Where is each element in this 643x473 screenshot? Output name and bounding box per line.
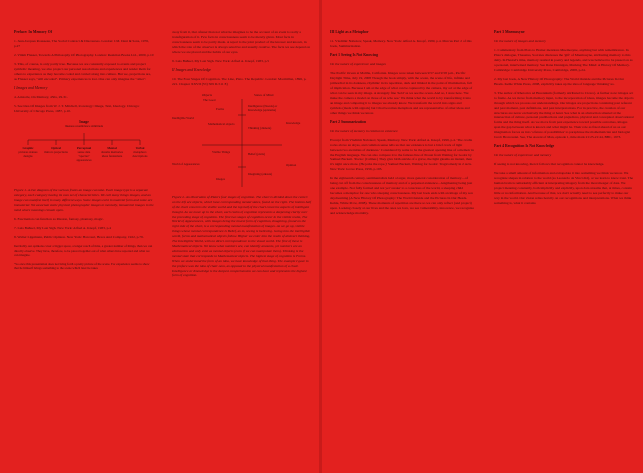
tree-leaf-title: Mental (107, 146, 117, 151)
line-left-label: Images (216, 176, 225, 181)
right-page (322, 0, 643, 473)
part-1-paragraph: The Pacific Ocean at Malibu, California. Images were taken between 9:57 and 9:58 p.m., Pacific Daylight Time, July 19, 2008 Though the book simply, with the ocean, the scene of life, infinite and primordial in its darkness, rhythmic in its repetition, dark and limited in the point of illumination, full of implication. Because I am at the edge of what can be captured by the camera, my act at the edge of what can be seen in my image. A strangely fine 'hold' as we see the ocean. And so, I stare here. 'We make the camera a model on those of us who see.' We think what the world is by transforming it into an image and comparing it to images we already know. We transform the world into signs and symbols (made with signals) but I that becomes metaphors and are representative of other ideas and other things we think we know. (330, 71, 473, 115)
tree-leaf-title: Verbal (135, 146, 145, 151)
tree-leaf-sub: metaphors descriptions (132, 149, 148, 158)
tree-leaf-title: Graphic (22, 146, 34, 151)
plato-line-svg (172, 91, 312, 191)
note-4: 4. Aristotle, On Memory, 450a, 29-31. (14, 95, 68, 100)
part-1-heading: Part 1 Seeing Is Not Knowing (330, 53, 378, 58)
tree-leaf-title: Perceptual (76, 146, 92, 151)
note-6: 6. Fascination can function as illusion, fantasy, phantasy, magic. (14, 216, 104, 221)
tree-leaf-mental (100, 147, 124, 158)
part-3-paragraph: 2. My last book, A New History Of Photography: The World Outside and the Pictures In Our Heads. Kehle White Press, 2008, explicitly takes up the idea of language 'thinking' us. (494, 76, 624, 86)
tree-root-sub: likeness resemblance similitude (64, 124, 104, 129)
note-10: 10. The Four Stages Of Cognition. The Line, Plato. The Republic. London: Macmillan, 1896, p. 221. Chapter XXVII (VI) 509 D-511 E) (172, 76, 307, 86)
plato-line-diagram (172, 91, 312, 191)
note-7: 7. Luis Buñuel, My Last Sigh. New York: Alfred A. Knopf, 1983, p.4 (14, 226, 112, 230)
figure-2-caption: Figure 2. An illustration of Plato's four stages of cognition. The chart is divided down the center: on the left are objects, which have corresponding mental states, found on the right. The bottom half of the chart concerns the visible world and the top half of the chart concerns aspects of intelligent thought. As we move up in the chart, each realm of cognition represents a deepening clarity over the preceding stage of cognition. The first two stages of cognition occur in the visible realm, The World of Appearances, with images being the lowest form of cognition, Imagining, found on the right side of the chart, is a corresponding mental manifestation of images. As we go up, visible things whose mental correspondence is Belief, as in, seeing is believing. Going into the intelligible world, forms and mathematical objects follow. Higher we enter into the realm of abstract thinking, The Intelligible World, with no direct correspondence to the visual world. The first of these is Mathematical objects. We know what numbers are, can identify amounts, yet numbers are an abstraction and only exist as mental objects (even if we can manipulate them). Thinking is the mental state that corresponds to Mathematical objects. The highest stage of cognition is Forms. When we understand the form of an idea, we have knowledge of that thing. The example I gave in the preface was the idea of chair-ness, as opposed to the physical manifestation of a chair. Intelligence or Knowledge is the deepest comprehension we can have and represents the highest form of cognition. (172, 194, 312, 278)
note-11: 11. Vladimir Nabokov, Speak, Memory. New York: Alfred A. Knopf, 1999, p.4. Marcus Part 2 of this book, Summarization. (330, 39, 472, 48)
line-right-label: Intelligence (Noesis) or Knowledge (episteme) (248, 103, 278, 112)
part-3-paragraph: 1. Commentary from Plato to Homer mentions Mnemosyne, anything but with remembrance. In Plato's dialogue, Theaetus, Socrates discusses the 'gift' of Mnemosyne, attributing memory to this deity. In Hesiod's time, memory resided in poetry and legends, and was believed to be passed on as a personal, intertwined memory. See Rane Dannigan, Marking The Mind: A History Of Memory. Cambridge: Cambridge University Press, Cambridge, 2008, p.24. (494, 48, 633, 72)
line-right-top: States of Mind (254, 92, 274, 97)
line-right-label: Imagining (eikasia) (248, 171, 273, 176)
left-column-2 (172, 30, 312, 283)
column-2-top-text: away from it, that oftener than not what he imagines to be the account of an event is really a transfiguration of it. Few facts in consciousness seem to be merely given. Most facts in consciousness seem to be partly made. A report is the joint product of the knower and known, in which the role of the observer is always selective and usually creative. The facts we see depend on where we are placed and the habits of our eyes. (172, 30, 310, 54)
line-left-top: Objects (202, 92, 213, 97)
note-8: 8. Walter Lippmann, Public Opinion. New York: Harcourt, Brace And Company, 1922, p.79. (14, 235, 144, 240)
line-right-side-label: Opinion (286, 162, 297, 167)
tree-leaf-sub: dreams memories ideas fantasmata (101, 149, 123, 158)
tree-leaf-sub: mirrors projections (44, 149, 68, 154)
image-tree-diagram (14, 118, 154, 184)
line-left-label: Visible Things (212, 149, 231, 154)
tree-leaf-sub: pictures statues designs (18, 149, 38, 158)
tree-leaf-verbal (128, 147, 152, 158)
part-4-paragraph: We take a small amount of information and extrapolate it into something we think we know. We recognize shapes in relation to the world (as Leonardo da Vinci did), or we learn to know trust. The human brain is remarkably efficient at interpreting imagery from the most meager of data. We project meaning constantly, both implicitly and explicitly, upon data streams that, at times, contain little or no information. And because of that, we don't actually need to see perfectly to make our way in the world. Our vision relies heavily on our recognitions and interpretations. What we think something is, what it contains (494, 171, 634, 205)
line-right-label: Thinking (dianoia) (248, 125, 272, 130)
tree-leaf-graphic (16, 147, 40, 158)
line-right-label: Belief (pistis) (248, 151, 265, 156)
tree-leaf-title: Optical (51, 146, 61, 151)
right-column-1 (330, 30, 474, 220)
tree-root-label: Image (79, 120, 89, 125)
part-2-paragraph: Excerpt from Vladimir Nabokov, Speak, Memory. New York: Alfred A. Knopf, 1999, p.4. 'The cradle rocks above an abyss, and common sense tells us that our existence is but a brief crack of light between two eternities of darkness.' Considered by some to be the greatest opening line of a memoir in the English language. We can also compare it to the famous line of Proust from Waiting for Godot by Samuel Beckett. 'Pozzo: (Calmer.) They give birth astride of a grave, the light gleams an instant, then it's night once more. (He jerks the rope.)' Samuel Beckett, Waiting for Godot: Tragicomedy in 2 Acts. New York: Grove Press, 1956, p.103. (330, 137, 474, 172)
part-2-heading: Part 2 Summarization (330, 119, 367, 124)
part-2-subheading: On the nature of memory in relation to existence (330, 128, 398, 133)
lippmann-quote-2: "So once this presentation does not bring forth a pretty picture of the scene. For experience seems to show that he himself brings something to the scene which later he takes (14, 261, 150, 270)
note-1: 1. Jean-Jacques Rousseau, The Social Contract & Discourses. London: J.M. Dent & Sons, 1976, p.27 (14, 39, 149, 48)
tree-leaf-optical (44, 147, 68, 155)
line-left-top-sub: The Good (203, 97, 216, 102)
note-3: 3. This, of course, is only partly true. Because we are constantly exposed to events and project symbolic meaning, we also project our personal associations and experiences and render them for others to experience as they become coded and carried along into culture. But we, projections are, as Flusser says, "still encoded". Primary experiences is lost. One can only imagine the "other". (14, 62, 152, 81)
lippmann-quote-1: Inevitably our opinions cover a bigger space, a longer reach of time, a greater number of things, than we can directly observe. They have, therefore, to be pieced together out of what others have reported and what we can imagine. (14, 244, 153, 257)
note-5: 5. See Idea Of Images from W. J. T. Mitchell, Iconology: Image, Text, Ideology. Chicago: University of Chicago Press, 1987, p.10. (14, 104, 140, 114)
section-heading-light: III Light as a Metaphor (330, 30, 369, 34)
part-4-paragraph: If seeing is not knowing, then it follows that recognition cannot be knowledge. (494, 162, 605, 167)
tree-leaf-sub: sense data "species" appearances (76, 149, 92, 162)
note-2: 2. Vilém Flusser, Towards A Philosophy Of Photography. London: Reaktion Books Ltd., 2000, p.10 (14, 53, 154, 58)
line-left-label: Mathematical objects (208, 121, 235, 126)
part-4-heading: Part 4 Recognition Is Not Knowledge (494, 144, 555, 149)
right-column-2 (494, 30, 634, 210)
part-3-subheading: On the nature of images and memory (494, 39, 546, 44)
section-heading-images-memory: I Images and Memory (14, 86, 48, 90)
part-4-subheading: On the nature of experience and memory (494, 153, 552, 158)
part-3-heading: Part 3 Mnemosyne (494, 30, 525, 34)
figure-1-caption: Figure 1. A tree diagram of the various fronts an image can take. Each image type is a separate category, each category having its own set of characteristics. We call many things images, and an image can manifest itself in many different ways. Some images exist in material form and some are immaterial. We associate static physical photographic images to mentally, immaterial images in the mind where meanings remain open. (14, 188, 154, 212)
line-right-side-label: Knowledge (286, 120, 301, 125)
tree-leaf-perceptual (72, 147, 96, 162)
line-left-side-label: Intelligible World (172, 115, 194, 120)
part-2-paragraph: In the eighteenth century, sentimentalists held a larger, more general consideration of memory—of being cut off from the consciousness of memory and of a perpetual existence—lengthening being just one example. Not fully formed and not yet 'awake' to a conscious of the world, a sleeping child becomes a metaphor for one who sleeping consciousness. My last book ends with an image of my son daydreaming (A New History Of Photography: The World Outside and the Pictures In Our Heads. Kehle, White Prow, 2008). These moments of repetition are there so we can only reflect (and project) upon. Looking closely at our lives and the ones we love, we see vulnerability, innocence, we recognize and acknowledge mortality. (330, 176, 475, 215)
part-3-paragraph: 3. The author of Rhetorica ad Herennium (formerly attributed to Cicero). A further note: images act to frame. As we move from memory input, to the incorporation of ideas, images become the objects through which we process our understandings. Our images are projections containing past referent and past moment, past definitions, and past interpretations. For in practice, the creation of our structures are never exclusively the thing at hand. See what is an abstraction situated at the intersection of culture, personal predilections and prejudices, physical and conceptual observational forms and the thing itself. As we move from past experience toward possible outcomes, images span the gap between what is known and what might be. Their role as fixed ahead of us as our imagination forces us into 'a future of possibilities' to paraphrase the mathematician and biologist Jacob Bronowski. See, The Ascent of Man, episode 1, time mark 21:25-21:44, BBC, 1973. (494, 90, 634, 140)
line-left-label: Forms (216, 106, 224, 111)
note-9: 9. Luis Buñuel, My Last Sigh. New York: Alfred A. Knopf, 1983, p.5 (172, 58, 270, 63)
preface-heading: Preface: In Memory Of (14, 30, 52, 34)
line-left-side-label: World of Appearances (172, 161, 200, 166)
part-1-subheading: On the nature of experience and images (330, 62, 386, 67)
left-page (0, 0, 320, 473)
left-column-1 (14, 30, 154, 275)
section-heading-images-knowledge: II Images and Knowledge (172, 67, 212, 72)
